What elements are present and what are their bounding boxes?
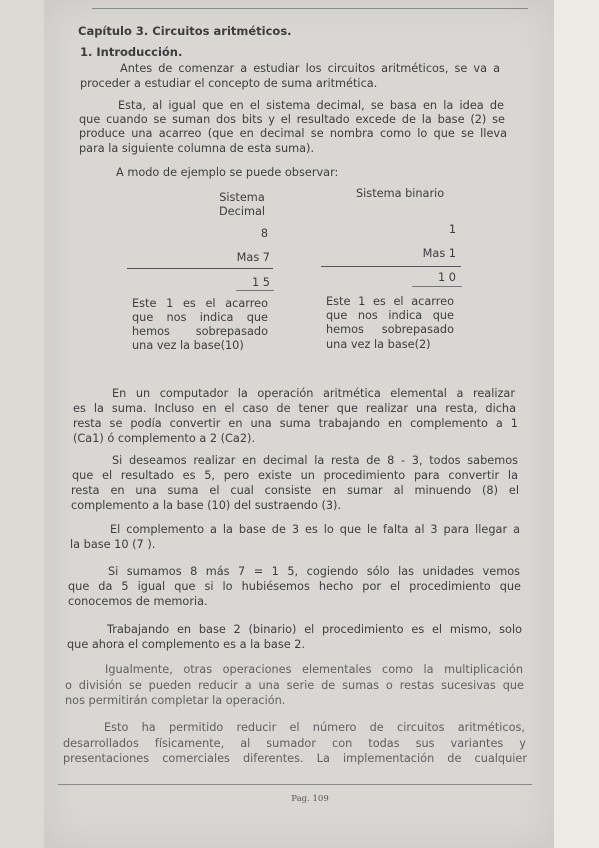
p9-line: desarrollados físicamente, al sumador con todas sus variantes y xyxy=(63,737,526,750)
decimal-header: Sistema xyxy=(219,191,265,204)
decimal-operand-1: 8 xyxy=(260,227,268,240)
p1-line: proceder a estudiar el concepto de suma aritmética. xyxy=(80,77,378,90)
p2-line: produce una acarreo (que en decimal se nombra como lo que se lleva xyxy=(79,127,507,140)
binary-header: Sistema binario xyxy=(356,187,445,200)
p5-line: El complemento a la base de 3 es lo que le falta al 3 para llegar a xyxy=(110,523,520,536)
decimal-note-line: hemos sobrepasado xyxy=(132,325,268,338)
binary-note-line: Este 1 es el acarreo xyxy=(326,295,454,308)
p3-line: En un computador la operación aritmética elemental a realizar xyxy=(112,387,515,400)
page-left-edge xyxy=(0,0,44,848)
decimal-note-line: Este 1 es el acarreo xyxy=(132,297,268,310)
p2-line: Esta, al igual que en el sistema decimal, se basa en la idea de xyxy=(118,99,504,112)
binary-note-line: hemos sobrepasado xyxy=(326,323,454,336)
p5-line: la base 10 (7 ). xyxy=(70,538,156,551)
section-title: 1. Introducción. xyxy=(80,45,183,59)
p4-line: Si deseamos realizar en decimal la resta de 8 - 3, todos sabemos xyxy=(112,454,518,467)
decimal-note-line: una vez la base(10) xyxy=(132,339,244,352)
page-right-edge xyxy=(554,0,599,848)
p3-line: resta se podía convertir en una suma trabajando en complemento a 1 xyxy=(73,417,518,430)
p1-line: Antes de comenzar a estudiar los circuitos aritméticos, se va a xyxy=(120,62,500,75)
binary-result: 1 0 xyxy=(438,271,456,284)
decimal-result-underline xyxy=(236,290,274,291)
p7-line: Trabajando en base 2 (binario) el procedimiento es el mismo, solo xyxy=(107,623,522,636)
decimal-header: Decimal xyxy=(218,205,266,218)
example-intro: A modo de ejemplo se puede observar: xyxy=(116,166,339,179)
p3-line: (Ca1) ó complemento a 2 (Ca2). xyxy=(73,432,256,445)
binary-note-line: que nos indica que xyxy=(326,309,454,322)
top-rule xyxy=(92,8,528,9)
binary-operand-2: Mas 1 xyxy=(422,247,456,260)
p6-line: conocemos de memoria. xyxy=(68,595,208,608)
binary-operand-1: 1 xyxy=(448,223,456,236)
page-number: Pag. 109 xyxy=(291,794,329,804)
p2-line: para la siguiente columna de esta suma). xyxy=(79,142,315,155)
chapter-title: Capítulo 3. Circuitos aritméticos. xyxy=(78,24,292,38)
p6-line: Si sumamos 8 más 7 = 1 5, cogiendo sólo las unidades vemos xyxy=(108,565,520,578)
binary-note-line: una vez la base(2) xyxy=(326,338,431,351)
decimal-operand-2: Mas 7 xyxy=(236,251,270,264)
p9-line: presentaciones comerciales diferentes. La implementación de cualquier xyxy=(63,752,527,765)
p8-line: Igualmente, otras operaciones elementales como la multiplicación xyxy=(105,663,523,676)
p3-line: es la suma. Incluso en el caso de tener que realizar una resta, dicha xyxy=(73,402,516,415)
decimal-sum-line xyxy=(127,268,273,269)
p4-line: que el resultado es 5, pero existe un procedimiento para convertir la xyxy=(72,469,518,482)
bottom-rule xyxy=(58,784,532,785)
p8-line: nos permitirán completar la operación. xyxy=(65,694,286,707)
p8-line: o división se pueden reducir a una serie de sumas o restas sucesivas que xyxy=(65,679,524,692)
p6-line: que da 5 igual que si lo hubiésemos hecho por el procedimiento que xyxy=(68,580,521,593)
decimal-result: 1 5 xyxy=(252,276,270,289)
decimal-note-line: que nos indica que xyxy=(132,311,268,324)
p7-line: que ahora el complemento es a la base 2. xyxy=(67,638,306,651)
p4-line: complemento a la base (10) del sustraendo (3). xyxy=(71,499,342,512)
p4-line: resta en una suma el cual consiste en sumar al minuendo (8) el xyxy=(71,484,519,497)
binary-result-underline xyxy=(412,286,462,287)
p2-line: que cuando se suman dos bits y el resultado excede de la base (2) se xyxy=(79,113,505,126)
p9-line: Esto ha permitido reducir el número de circuitos aritméticos, xyxy=(104,721,525,734)
binary-sum-line xyxy=(321,266,461,267)
